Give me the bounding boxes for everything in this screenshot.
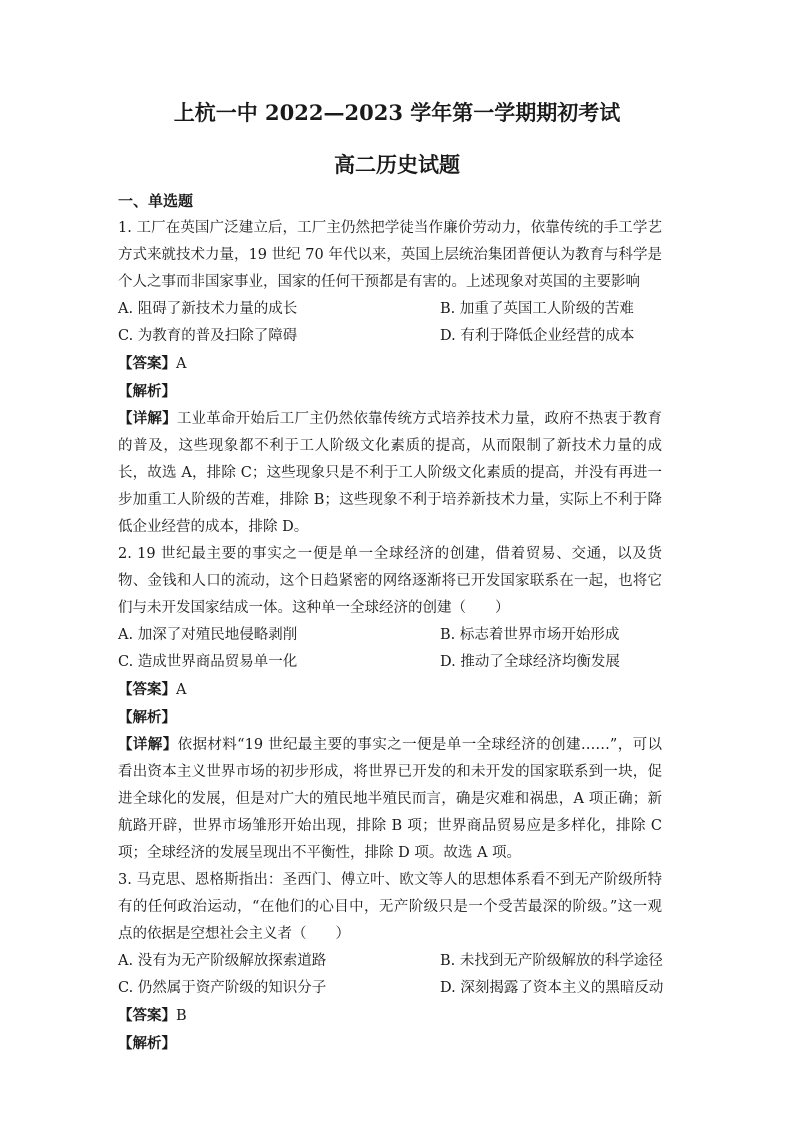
analysis-label: 【解析】: [118, 709, 176, 726]
option-c: C. 仍然属于资产阶级的知识分子: [118, 980, 327, 996]
detail-paragraph: [118, 405, 662, 541]
detail-label: 【详解】: [118, 736, 178, 753]
question-stem: 3. 马克思、恩格斯指出：圣西门、傅立叶、欧文等人的思想体系看不到无产阶级所特有的任何政治运动，“在他们的心目中，无产阶级只是一个受苦最深的阶级。”这一观点的依据是空想社会主义者（ ）: [118, 872, 662, 942]
answer-line: [118, 350, 662, 378]
option-d: D. 推动了全球经济均衡发展: [440, 654, 620, 670]
question-stem: 2. 19 世纪最主要的事实之一便是单一全球经济的创建，借着贸易、交通，以及货物、金钱和人口的流动，这个日趋紧密的网络逐渐将已开发国家联系在一起，也将它们与未开发国家结成一体。这种单一全球经济的创建（ ）: [118, 546, 662, 616]
answer-label: 【答案】: [118, 681, 176, 698]
options-grid: [118, 948, 662, 1002]
option-d: D. 深刻揭露了资本主义的黑暗反动: [440, 980, 664, 996]
detail-text: 依据材料“19 世纪最主要的事实之一便是单一全球经济的创建……”，可以看出资本主义世界市场的初步形成，将世界已开发的和未开发的国家联系到一块，促进全球化的发展，但是对广大的殖民地半殖民而言，确是灾难和祸患，A 项正确；新航路开辟，世界市场雏形开始出现，排除 B 项；世界商品贸易应是多样化，排除 C 项；全球经济的发展呈现出不平衡性，排除 D 项。故选 A 项。: [118, 737, 662, 861]
options-grid: [118, 296, 662, 350]
question-3: [118, 867, 662, 1057]
question-1: [118, 215, 662, 541]
exam-subtitle: 高二历史试题: [334, 152, 460, 177]
option-a: A. 加深了对殖民地侵略剥削: [118, 627, 298, 643]
analysis-label: 【解析】: [118, 383, 176, 400]
option-b: B. 未找到无产阶级解放的科学途径: [440, 953, 663, 969]
option-b: B. 加重了英国工人阶级的苦难: [440, 301, 634, 317]
question-stem: 1. 工厂在英国广泛建立后，工厂主仍然把学徒当作廉价劳动力，依靠传统的手工学艺方式来就技术力量，19 世纪 70 年代以来，英国上层统治集团普便认为教育与科学是个人之事而非国家事业，国家的任何干预都是有害的。上述现象对英国的主要影响: [118, 220, 662, 290]
answer-value: A: [176, 682, 187, 698]
options-grid: [118, 622, 662, 676]
exam-title: 上杭一中 2022—2023 学年第一学期期初考试: [173, 100, 621, 125]
option-d: D. 有利于降低企业经营的成本: [440, 328, 635, 344]
answer-value: B: [176, 1008, 187, 1024]
option-c: C. 为教育的普及扫除了障碍: [118, 328, 298, 344]
option-a: A. 没有为无产阶级解放探索道路: [118, 953, 327, 969]
answer-line: [118, 1002, 662, 1030]
option-b: B. 标志着世界市场开始形成: [440, 627, 620, 643]
option-c: C. 造成世界商品贸易单一化: [118, 654, 298, 670]
answer-label: 【答案】: [118, 1007, 176, 1024]
answer-line: [118, 676, 662, 704]
question-2: [118, 541, 662, 867]
answer-label: 【答案】: [118, 355, 176, 372]
option-a: A. 阻碍了新技术力量的成长: [118, 301, 298, 317]
detail-text: 工业革命开始后工厂主仍然依靠传统方式培养技术力量，政府不热衷于教育的普及，这些现象都不利于工人阶级文化素质的提高，从而限制了新技术力量的成长，故选 A，排除 C；这些现象只是不利于工人阶级文化素质的提高，并没有再进一步加重工人阶级的苦难，排除 B；这些现象不利于培养新技术力量，实际上不利于降低企业经营的成本，排除 D。: [118, 411, 663, 535]
analysis-label: 【解析】: [118, 1035, 176, 1052]
section-heading: 一、单选题: [118, 192, 194, 210]
answer-value: A: [176, 356, 187, 372]
detail-paragraph: [118, 731, 662, 867]
detail-label: 【详解】: [118, 410, 177, 427]
